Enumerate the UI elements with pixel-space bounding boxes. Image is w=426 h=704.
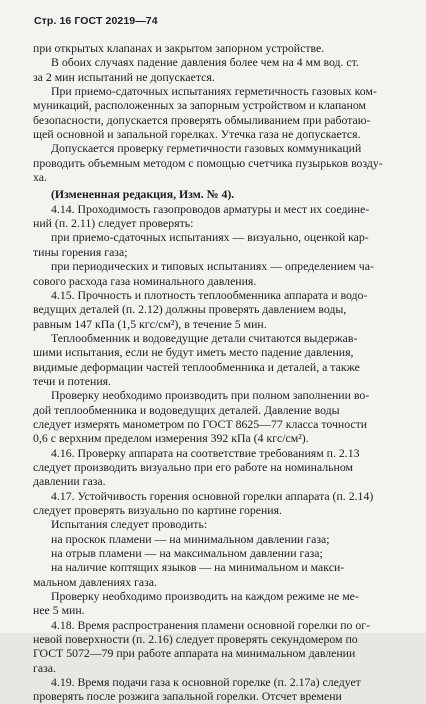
clause-heading: 4.15. Прочность и плотность теплообменника аппарата и водо- bbox=[51, 287, 368, 302]
text-line: при открытых клапанах и закрытом запорном устройстве. bbox=[33, 41, 325, 55]
text-line: ний (п. 2.11) следует проверять: bbox=[33, 216, 194, 231]
text-line: щей основной и запальной горелках. Утечка газа не допускается. bbox=[33, 127, 361, 142]
text-line: тины горения газа; bbox=[33, 244, 128, 259]
text-line: видимые деформации частей теплообменника и деталей, а также bbox=[33, 359, 360, 374]
text-line: Проверку необходимо производить на каждом режиме не ме- bbox=[51, 589, 359, 604]
text-line: следует производить визуально при его работе на номинальном bbox=[33, 459, 353, 474]
text-line: При приемо-сдаточных испытаниях герметичность газовых ком- bbox=[51, 84, 377, 99]
text-line: сового расхода газа номинального давления. bbox=[33, 273, 257, 288]
text-line: Испытания следует проводить: bbox=[51, 517, 208, 532]
text-line: ведущих деталей (п. 2.12) должны проверять давлением воды, bbox=[33, 302, 347, 317]
running-head: Стр. 16 ГОСТ 20219—74 bbox=[34, 15, 158, 27]
text-line: проверять после розжига запальной горелки. Отсчет времени bbox=[33, 689, 342, 704]
text-line: на наличие коптящих языков — на минимальном и макси- bbox=[51, 560, 345, 575]
text-line: на отрыв пламени — на максимальном давлении газа; bbox=[51, 546, 323, 561]
clause-heading: 4.14. Проходимость газопроводов арматуры и мест их соедине- bbox=[51, 201, 370, 216]
text-line: 0,6 с верхним пределом измерения 392 кПа (4 кгс/см²). bbox=[33, 431, 309, 446]
text-line: проводить объемным методом с помощью счетчика пузырьков возду- bbox=[33, 155, 383, 170]
text-line: при периодических и типовых испытаниях — определением ча- bbox=[51, 259, 374, 274]
text-line: мальном давлениях газа. bbox=[33, 574, 157, 589]
text-line: равным 147 кПа (1,5 кгс/см²), в течение 5 мин. bbox=[33, 316, 267, 331]
text-line: газа. bbox=[33, 660, 56, 675]
text-line: муникаций, расположенных за запорным устройством и клапаном bbox=[33, 98, 366, 113]
text-line: дой теплообменника и водоведущих деталей. Давление воды bbox=[33, 402, 340, 417]
text-line: нее 5 мин. bbox=[33, 603, 85, 618]
text-line: ха. bbox=[33, 170, 47, 185]
text-line: шими испытания, если не будут иметь место падение давления, bbox=[33, 345, 354, 360]
text-line: давлении газа. bbox=[33, 474, 106, 489]
text-line: невой поверхности (п. 2.16) следует проверять секундомером по bbox=[33, 632, 358, 647]
text-line: течи и потения. bbox=[33, 373, 112, 388]
text-line: Проверку необходимо производить при полном заполнении во- bbox=[51, 388, 370, 403]
clause-heading: 4.17. Устойчивость горения основной горелки аппарата (п. 2.14) bbox=[51, 488, 374, 503]
clause-heading: 4.19. Время подачи газа к основной горелке (п. 2.17а) следует bbox=[51, 675, 361, 690]
clause-heading: 4.16. Проверку аппарата на соответствие требованиям п. 2.13 bbox=[51, 445, 360, 460]
text-line: следует измерять манометром по ГОСТ 8625—77 класса точности bbox=[33, 416, 368, 431]
text-line: В обоих случаях падение давления более чем на 4 мм вод. ст. bbox=[51, 55, 359, 70]
text-body bbox=[33, 41, 405, 704]
text-line: ГОСТ 5072—79 при работе аппарата на минимальном давлении bbox=[33, 646, 356, 661]
text-line: Теплообменник и водоведущие детали считаются выдержав- bbox=[51, 330, 358, 345]
text-line: при приемо-сдаточных испытаниях — визуально, оценкой кар- bbox=[51, 230, 369, 245]
text-line: безопасности, допускается проверять обмыливанием при работаю- bbox=[33, 112, 371, 127]
amendment-note: (Измененная редакция, Изм. № 4). bbox=[51, 187, 235, 202]
text-line: следует проверять визуально по картине горения. bbox=[33, 503, 282, 517]
text-line: на проскок пламени — на минимальном давлении газа; bbox=[51, 531, 330, 546]
text-line: за 2 мин испытаний не допускается. bbox=[33, 69, 215, 84]
clause-heading: 4.18. Время распространения пламени основной горелки по ог- bbox=[51, 617, 371, 632]
text-line: Допускается проверку герметичности газовых коммуникаций bbox=[51, 141, 362, 156]
